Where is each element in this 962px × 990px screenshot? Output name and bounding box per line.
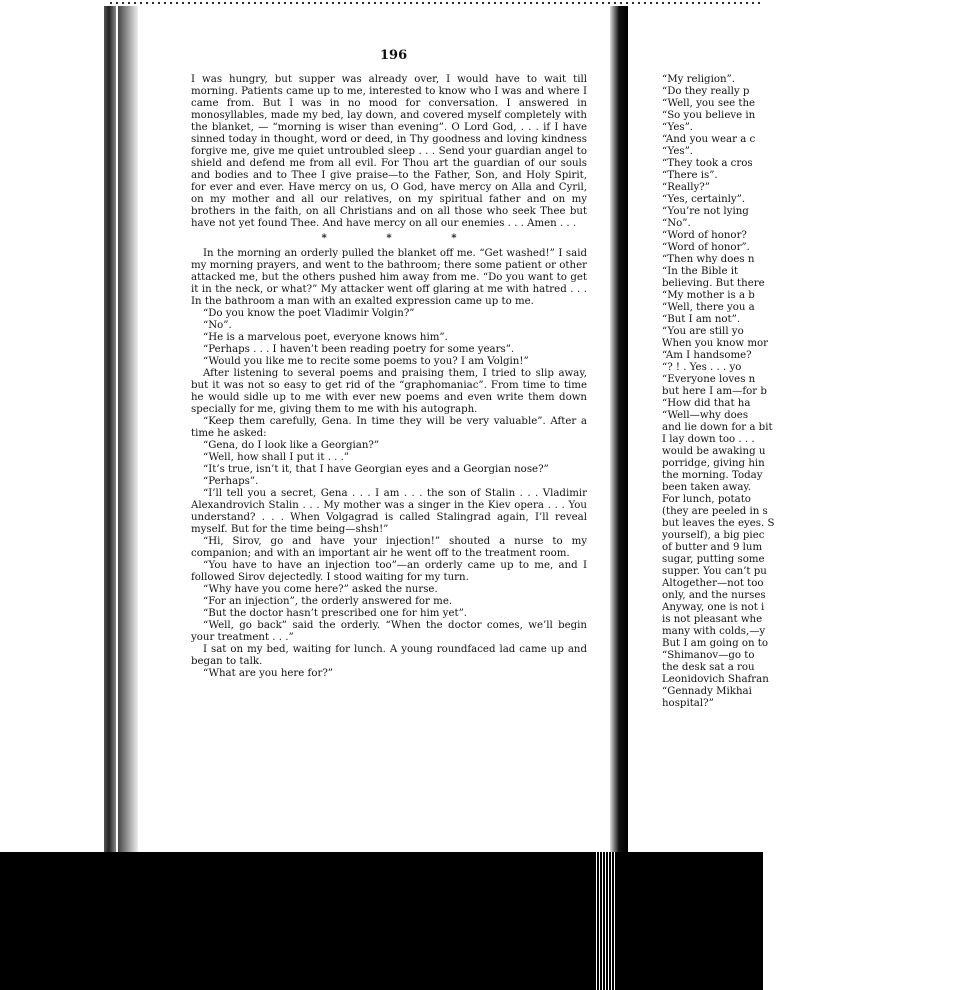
right-page-line: I lay down too . . . <box>662 434 755 445</box>
right-page-line: but here I am—for b <box>662 386 767 397</box>
paragraph: “Well, how shall I put it . . .” <box>203 452 350 463</box>
right-page-line: Leonidovich Shafran <box>662 674 769 685</box>
right-page-text <box>662 74 962 710</box>
right-page-line: and lie down for a bit <box>662 422 773 433</box>
page-number: 196 <box>380 48 408 63</box>
scan-bottom-stripes <box>596 852 616 990</box>
right-page-line: sugar, putting some <box>662 554 765 565</box>
scan-bottom-left-black <box>0 852 120 990</box>
paragraph: “Keep them carefully, Gena. In time they will be very valuable”. After a time he asked: <box>191 416 587 439</box>
right-page-line: but leaves the eyes. S <box>662 518 775 529</box>
right-page-line: “? ! . Yes . . . yo <box>662 362 742 373</box>
right-page-line: “Do they really p <box>662 86 750 97</box>
right-page-line: “Yes”. <box>662 122 694 133</box>
paragraph: “He is a marvelous poet, everyone knows him”. <box>203 332 448 343</box>
right-page-line: “They took a cros <box>662 158 753 169</box>
right-page-line: Altogether—not too <box>662 578 764 589</box>
paragraph: “What are you here for?” <box>203 668 334 679</box>
right-page-line: “In the Bible it <box>662 266 739 277</box>
right-page-line: “Yes”. <box>662 146 694 157</box>
right-page-line: “No”. <box>662 218 691 229</box>
right-page-line: “Shimanov—go to <box>662 650 755 661</box>
right-page-line: would be awaking u <box>662 446 766 457</box>
paragraph: I was hungry, but supper was already over, I would have to wait till morning. Patients came up to me, interested to know who I was and where I came from. But I was in no mood for conversation. I answered in monosyllables, made my bed, lay down, and covered myself completely with the blanket, — “morning is wiser than evening”. O Lord God, . . . if I have sinned today in thought, word or deed, in Thy goodness and loving kindness forgive me, give me quiet untroubled sleep . . . Send your guardian angel to shield and defend me from all evil. For Thou art the guardian of our souls and bodies and to Thee I give praise—to the Father, Son, and Holy Spirit, for ever and ever. Have mercy on us, O God, have mercy on Alla and Cyril, on my mother and all our relatives, on my spiritual father and on my brothers in the faith, on all Christians and on all those who seek Thee but have not yet found Thee. And have mercy on all our enemies . . . Amen . . . <box>191 74 587 229</box>
right-page-line: porridge, giving hin <box>662 458 765 469</box>
right-page-line: “How did that ha <box>662 398 751 409</box>
right-page-line: “You’re not lying <box>662 206 749 217</box>
paragraph: In the morning an orderly pulled the blanket off me. “Get washed!” I said my morning prayers, and went to the bathroom; there some patient or other attacked me, but the others pushed him away from me. “Do you want to get it in the neck, or what?” My attacker went off glaring at me with hatred . . . In the bathroom a man with an exalted expression came up to me. <box>191 248 587 307</box>
right-page-line: the desk sat a rou <box>662 662 755 673</box>
right-page-line: “Gennady Mikhai <box>662 686 752 697</box>
right-page-line: “Yes, certainly”. <box>662 194 746 205</box>
paragraph: “But the doctor hasn’t prescribed one for him yet”. <box>203 608 468 619</box>
book-edge-shadow <box>104 6 116 990</box>
right-page-line: “And you wear a c <box>662 134 756 145</box>
right-page-line: “Then why does n <box>662 254 755 265</box>
right-page-line: “Really?” <box>662 182 710 193</box>
right-page-line: “Well—why does <box>662 410 749 421</box>
center-gutter <box>610 6 628 852</box>
right-page-line: is not pleasant whe <box>662 614 763 625</box>
right-page-line: (they are peeled in s <box>662 506 768 517</box>
paragraph: “Hi, Sirov, go and have your injection!” shouted a nurse to my companion; and with an important air he went off to the treatment room. <box>191 536 587 559</box>
paragraph: “Would you like me to recite some poems to you? I am Volgin!” <box>203 356 529 367</box>
right-page-line: supper. You can’t pu <box>662 566 767 577</box>
paragraph: “Do you know the poet Vladimir Volgin?” <box>203 308 415 319</box>
right-page-line: Anyway, one is not i <box>662 602 765 613</box>
left-margin-strip <box>0 0 110 990</box>
right-page-line: “Everyone loves n <box>662 374 756 385</box>
right-page-line: believing. But there <box>662 278 765 289</box>
right-page-line: yourself), a big piec <box>662 530 765 541</box>
right-page-line: many with colds,—y <box>662 626 766 637</box>
right-page-line: of butter and 9 lum <box>662 542 763 553</box>
paragraph: “Gena, do I look like a Georgian?” <box>203 440 380 451</box>
right-page-line: “There is”. <box>662 170 718 181</box>
right-page-line: the morning. Today <box>662 470 763 481</box>
paragraph: “I’ll tell you a secret, Gena . . . I am . . . the son of Stalin . . . Vladimir Alexandrovich Stalin . . . My mother was a singer in the Kiev opera . . . You understand? . . . When Volgagrad is called Stalingrad again, I’ll reveal myself. But for the time being—shsh!” <box>191 488 587 535</box>
right-page-line: “Word of honor? <box>662 230 747 241</box>
paragraph: “Well, go back” said the orderly. “When the doctor comes, we’ll begin your treatment . . .” <box>191 620 587 643</box>
right-page-line: “So you believe in <box>662 110 756 121</box>
right-page-line: “Well, you see the <box>662 98 756 109</box>
paragraph: I sat on my bed, waiting for lunch. A young roundfaced lad came up and began to talk. <box>191 644 587 667</box>
paragraph: “You have to have an injection too”—an orderly came up to me, and I followed Sirov dejectedly. I stood waiting for my turn. <box>191 560 587 583</box>
paragraph: “Perhaps”. <box>203 476 259 487</box>
right-page-line: “You are still yo <box>662 326 744 337</box>
right-page-line: “Am I handsome? <box>662 350 752 361</box>
paragraph: “For an injection”, the orderly answered for me. <box>203 596 453 607</box>
paragraph: After listening to several poems and praising them, I tried to slip away, but it was not so easy to get rid of the “graphomaniac”. From time to time he would sidle up to me with ever new poems and even write them down specially for me, giving them to me with his autograph. <box>191 368 587 415</box>
right-page-line: “Word of honor”. <box>662 242 750 253</box>
section-break: * * * <box>321 232 485 244</box>
paragraph: “No”. <box>203 320 232 331</box>
right-page-line: “My religion”. <box>662 74 735 85</box>
paragraph: “It’s true, isn’t it, that I have Georgian eyes and a Georgian nose?” <box>203 464 549 475</box>
right-page-line: “Well, there you a <box>662 302 755 313</box>
paragraph: “Perhaps . . . I haven’t been reading poetry for some years”. <box>203 344 515 355</box>
right-page-line: But I am going on to <box>662 638 769 649</box>
right-page-line: “My mother is a b <box>662 290 755 301</box>
right-page-line: been taken away. <box>662 482 752 493</box>
right-page-line: hospital?” <box>662 698 714 709</box>
left-page-text <box>191 74 587 680</box>
left-page-shadow <box>118 6 138 852</box>
right-page-line: For lunch, potato <box>662 494 751 505</box>
scan-bottom-black <box>120 852 763 990</box>
paragraph: “Why have you come here?” asked the nurse. <box>203 584 438 595</box>
right-page-line: When you know mor <box>662 338 769 349</box>
right-page-line: only, and the nurses <box>662 590 766 601</box>
right-page-line: “But I am not”. <box>662 314 741 325</box>
